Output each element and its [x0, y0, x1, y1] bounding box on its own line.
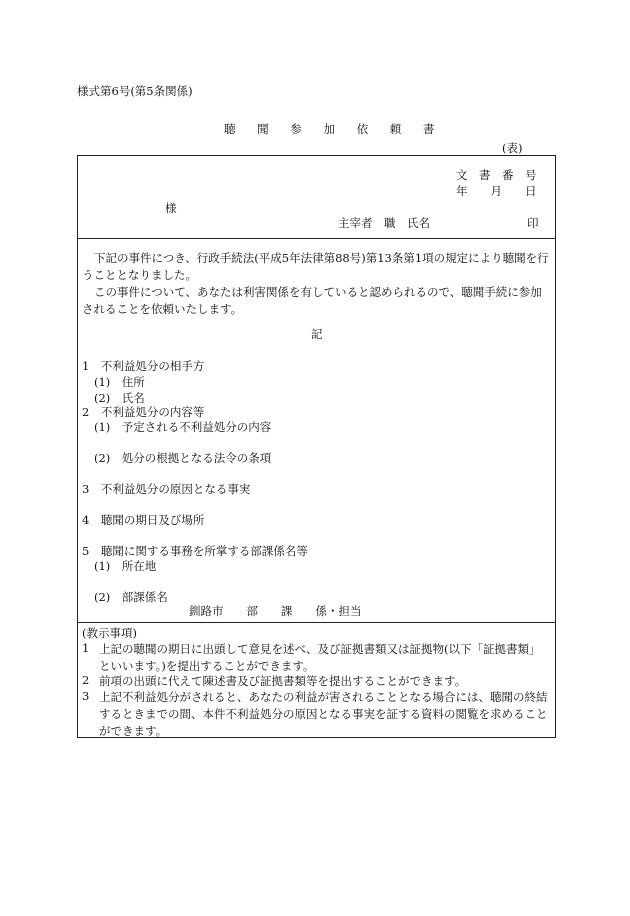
ki-label: 記 [311, 327, 323, 341]
item-1-1: (1) 住所 [94, 375, 145, 389]
body-paragraph-1: 下記の事件につき、行政手続法(平成5年法律第88号)第13条第1項の規定により聴聞を行うこととなりました。 [82, 251, 549, 282]
notice-heading: (教示事項) [82, 626, 137, 640]
divider-notice [77, 622, 556, 623]
item-1-2: (2) 氏名 [94, 391, 145, 405]
front-mark: (表) [502, 141, 523, 155]
dept-line: 釧路市 部 課 係・担当 [189, 604, 362, 618]
item-5: 5 聴聞に関する事務を所掌する部課係名等 [82, 544, 308, 558]
item-2: 2 不利益処分の内容等 [82, 405, 205, 419]
form-label: 様式第6号(第5条関係) [77, 84, 193, 98]
body-paragraph-2: この事件について、あなたは利害関係を有していると認められるので、聴聞手続に参加されることを依頼いたします。 [82, 285, 542, 316]
item-5-1: (1) 所在地 [94, 559, 157, 573]
item-4: 4 聴聞の期日及び場所 [82, 513, 205, 527]
notice-3-text: 上記不利益処分がされると、あなたの利益が害されることとなる場合には、聴聞の終結するときまでの間、本件不利益処分の原因となる事実を証する資料の閲覧を求めることができます。 [99, 690, 548, 738]
item-3: 3 不利益処分の原因となる事実 [82, 482, 251, 496]
item-1: 1 不利益処分の相手方 [82, 359, 205, 373]
addressee-label: 様 [165, 201, 177, 215]
divider-header [77, 238, 556, 239]
item-2-1: (1) 予定される不利益処分の内容 [94, 420, 272, 434]
page-title: 聴 聞 参 加 依 頼 書 [224, 122, 444, 136]
notice-2-text: 前項の出頭に代えて陳述書及び証拠書類等を提出することができます。 [99, 674, 467, 688]
date-label: 年 月 日 [456, 184, 537, 198]
item-5-2: (2) 部課係名 [94, 590, 168, 604]
notice-3-number: 3 [82, 689, 90, 703]
doc-number-label: 文 書 番 号 [456, 168, 537, 182]
item-2-2: (2) 処分の根拠となる法令の条項 [94, 451, 272, 465]
presider-label: 主宰者 職 氏名 [338, 216, 430, 230]
notice-2-number: 2 [82, 673, 90, 687]
notice-1-number: 1 [82, 641, 90, 655]
notice-1-text: 上記の聴聞の期日に出頭して意見を述べ、及び証拠書類又は証拠物(以下「証拠書類」といいます。)を提出することができます。 [99, 642, 541, 673]
seal-label: 印 [527, 216, 539, 230]
